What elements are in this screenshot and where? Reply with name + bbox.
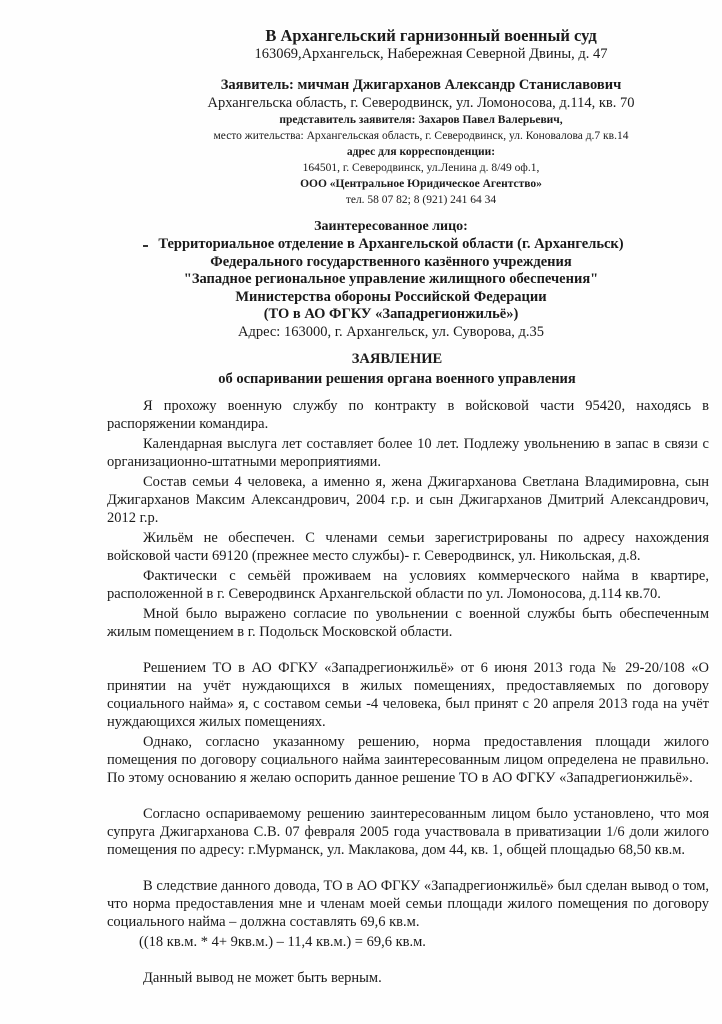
- paragraph: Согласно оспариваемому решению заинтересованным лицом было установлено, что моя супруга Джигарханова С.В. 07 февраля 2005 года участвовала в приватизации 1/6 доли жилого помещения по адресу: г.Мурманск, ул. Маклакова, дом 44, кв. 1, общей площадью 68,50 кв.м.: [107, 806, 709, 858]
- interested-party-label: Заинтересованное лицо:: [314, 219, 468, 234]
- document-title: ЗАЯВЛЕНИЕ: [351, 351, 443, 367]
- paragraph: Однако, согласно указанному решению, норма предоставления площади жилого помещения по договору социального найма заинтересованным лицом определена не правильно. По этому основанию я желаю оспорить данное решение ТО в АО ФГКУ «Западрегионжильё».: [107, 734, 709, 786]
- scan-dash-mark: [143, 245, 148, 247]
- paragraph: Календарная выслуга лет составляет более 10 лет. Подлежу увольнению в запас в связи с организационно-штатными мероприятиями.: [107, 436, 709, 470]
- court-address: 163069,Архангельск, Набережная Северной Двины, д. 47: [254, 46, 608, 62]
- document-body: [107, 397, 709, 987]
- title-block: [36, 349, 722, 389]
- correspondence-label: адрес для корреспонденции:: [346, 146, 496, 158]
- applicant-address: Архангельска область, г. Северодвинск, ул. Ломоносова, д.114, кв. 70: [207, 95, 635, 111]
- paragraph: Жильём не обеспечен. С членами семьи зарегистрированы по адресу нахождения войсковой части 69120 (прежнее место службы)- г. Северодвинск, ул. Никольская, д.8.: [107, 530, 709, 564]
- paragraph: В следствие данного довода, ТО в АО ФГКУ «Западрегионжильё» был сделан вывод о том, что норма предоставления мне и членам моей семьи площади жилого помещения по договору социального найма – должна составлять 69,6 кв.м.: [107, 878, 709, 930]
- representative-residence: место жительства: Архангельская область, г. Северодвинск, ул. Коновалова д.7 кв.14: [213, 130, 629, 142]
- applicant-block: [60, 76, 722, 208]
- applicant-line: Заявитель: мичман Джигарханов Александр Станиславович: [220, 77, 622, 93]
- paragraph: Состав семьи 4 человека, а именно я, жена Джигарханова Светлана Владимировна, сын Джигарханов Максим Александрович, 2004 г.р. и сын Джигарханов Дмитрий Александрович, 2012 г.р.: [107, 474, 709, 526]
- paragraph: Решением ТО в АО ФГКУ «Западрегионжильё» от 6 июня 2013 года № 29-20/108 «О принятии на учёт нуждающихся в жилых помещениях, предоставляемых по договору социального найма» я, с составом семьи -4 человека, был принят с 20 апреля 2013 года на учёт нуждающихся жилых помещениях.: [107, 660, 709, 730]
- interested-party-line: "Западное региональное управление жилищного обеспечения": [183, 271, 599, 287]
- representative-line: представитель заявителя: Захаров Павел Валерьевич,: [279, 114, 563, 126]
- interested-party-line: Территориальное отделение в Архангельской области (г. Архангельск): [158, 236, 624, 252]
- interested-party-line: (ТО в АО ФГКУ «Западрегионжильё»): [263, 306, 519, 322]
- document-subtitle: об оспаривании решения органа военного управления: [218, 371, 576, 387]
- interested-party-block: [30, 218, 722, 341]
- paragraph: Фактически с семьёй проживаем на условиях коммерческого найма в квартире, расположенной в г. Северодвинск Архангельской области по ул. Ломоносова, д.114 кв.70.: [107, 568, 709, 602]
- correspondence-organization: ООО «Центральное Юридическое Агентство»: [300, 178, 542, 190]
- paragraph: Я прохожу военную службу по контракту в войсковой части 95420, находясь в распоряжении командира.: [107, 398, 709, 432]
- area-formula: ((18 кв.м. * 4+ 9кв.м.) – 11,4 кв.м.) = 69,6 кв.м.: [139, 934, 426, 950]
- interested-party-line: Министерства обороны Российской Федерации: [235, 288, 547, 305]
- paragraph: Мной было выражено согласие по увольнении с военной службы быть обеспеченным жилым помещением в г. Подольск Московской области.: [107, 606, 709, 640]
- court-block: [70, 26, 722, 63]
- court-title: В Архангельский гарнизонный военный суд: [265, 26, 597, 45]
- correspondence-phone: тел. 58 07 82; 8 (921) 241 64 34: [345, 194, 497, 206]
- correspondence-address: 164501, г. Северодвинск, ул.Ленина д. 8/49 оф.1,: [302, 162, 540, 174]
- interested-party-address: Адрес: 163000, г. Архангельск, ул. Суворова, д.35: [237, 323, 545, 340]
- conclusion-paragraph: Данный вывод не может быть верным.: [143, 970, 382, 986]
- interested-party-line: Федерального государственного казённого учреждения: [210, 253, 572, 270]
